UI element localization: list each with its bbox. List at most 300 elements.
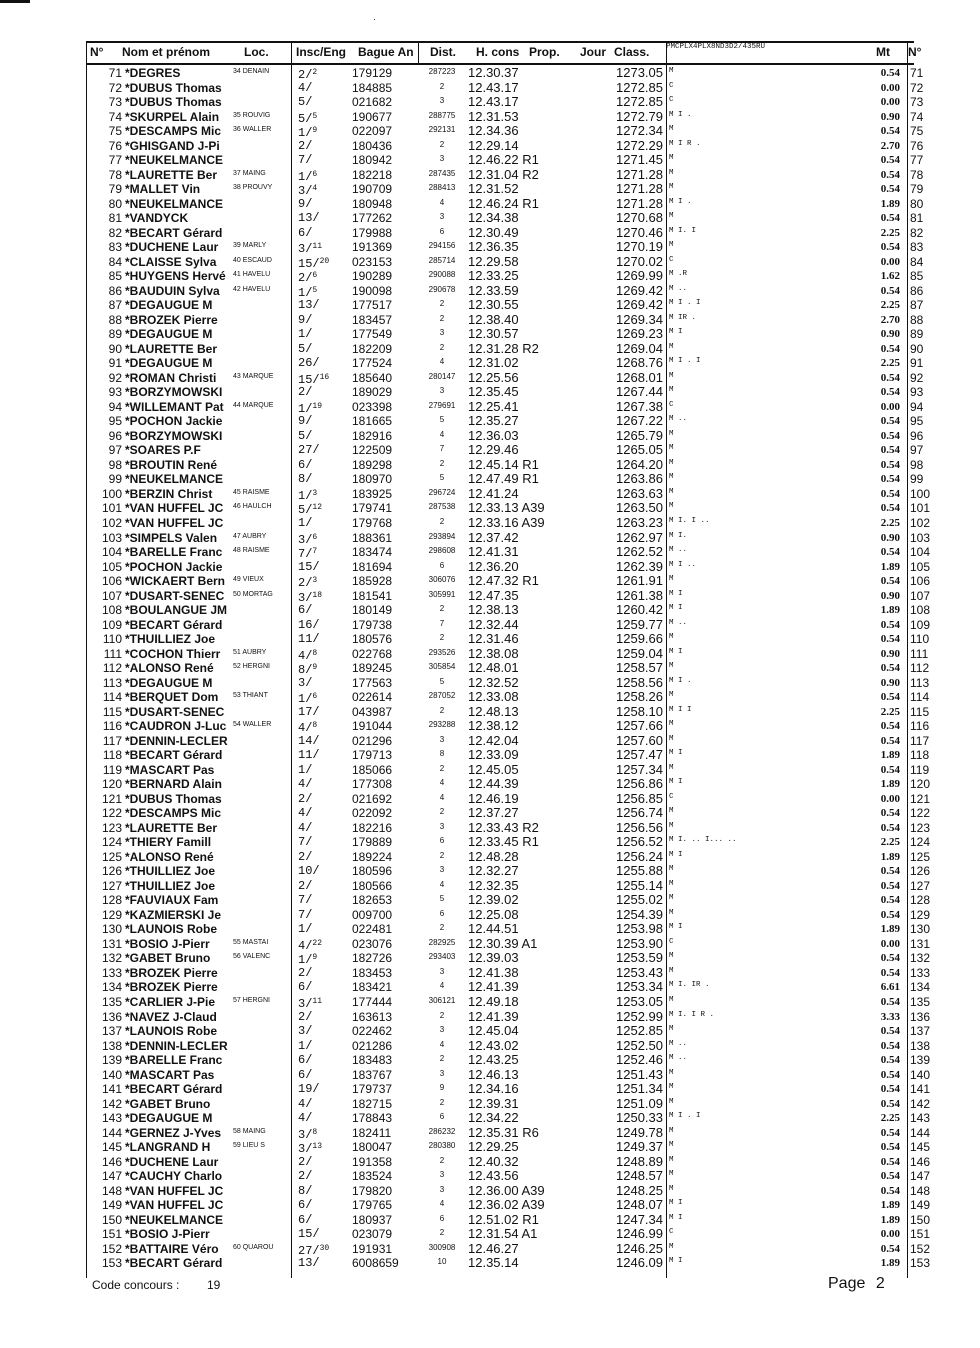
row-number: 95 [108,414,122,429]
header-jour: Jour [580,45,607,59]
category-flags: M [669,1141,674,1150]
arrival-time: 12.41.38 [468,964,519,980]
classification-score: 1251.43 [616,1066,663,1082]
insc-eng [298,603,346,618]
insc-eng [298,443,346,458]
insc-eng-count: 2/ [298,138,313,153]
table-row [0,603,980,618]
distance: 2 [439,1097,445,1107]
insc-eng [298,734,346,749]
amount: 0.90 [880,328,900,341]
classification-score: 1270.02 [616,253,663,269]
distance: 2 [439,458,445,468]
fancier-name: *DUSART-SENEC [125,588,225,603]
distance: 3 [439,865,445,875]
fancier-name: *ROMAN Christi [125,370,217,385]
category-flags: M [669,458,674,467]
distance: 306076 [428,575,456,585]
row-number-right: 127 [910,878,931,893]
arrival-time: 12.33.16 A39 [468,514,545,530]
insc-eng [298,95,346,110]
fancier-name: *LAUNOIS Robe [125,922,218,937]
fancier-name: *DUSART-SENEC [125,704,225,719]
distance: 6 [439,226,445,236]
ring-number: 180576 [352,632,393,647]
classification-score: 1257.66 [616,718,663,734]
table-row [0,443,980,458]
table-row [0,211,980,226]
row-number-right: 107 [910,588,931,603]
row-number-right: 102 [910,515,931,530]
insc-eng-count: 4/ [298,820,313,835]
fancier-name: *DENNIN-LECLER [125,733,228,748]
insc-eng [298,705,346,720]
row-number: 76 [108,138,122,153]
ring-number: 191931 [352,1241,393,1256]
row-number-right: 108 [910,603,931,618]
arrival-time: 12.39.02 [468,892,519,908]
fancier-name: *VAN HUFFEL JC [125,1198,224,1213]
row-number-right: 85 [910,269,924,284]
insc-eng [298,1082,346,1097]
insc-eng-count: 6/ [298,225,313,240]
row-number: 117 [102,733,122,748]
row-number-right: 117 [910,733,930,748]
ring-number: 021692 [352,791,393,806]
category-flags: M I . [669,110,692,119]
row-number: 145 [101,1140,122,1155]
ring-number: 023153 [352,254,393,269]
amount: 0.54 [880,821,900,834]
table-row [0,545,980,560]
ring-number: 179988 [352,225,393,240]
ring-number: 177563 [352,675,393,690]
arrival-time: 12.33.59 [468,282,519,298]
amount: 2.25 [880,357,900,370]
table-row [0,501,980,516]
row-number: 72 [108,80,122,95]
fancier-name: *SOARES P.F [125,443,201,458]
amount: 0.00 [880,255,900,268]
arrival-time: 12.43.02 [468,1037,519,1053]
arrival-time: 12.33.13 A39 [468,500,545,516]
distance: 2 [439,763,445,773]
insc-eng [298,1097,346,1112]
category-flags: M .R [669,270,688,279]
row-number-right: 72 [910,80,924,95]
category-flags: M I. IR . [669,981,710,990]
insc-eng [298,777,346,792]
fancier-name: *BOSIO J-Pierr [125,936,210,951]
insc-eng [298,806,346,821]
ring-number: 183767 [352,1067,393,1082]
ring-number: 189245 [352,661,393,676]
insc-eng-total: 20 [319,256,330,266]
category-flags: M [669,502,674,511]
insc-eng-total: 18 [312,590,323,600]
distance: 2 [439,705,445,715]
fancier-name: *LAUNOIS Robe [125,1024,218,1039]
classification-score: 1261.91 [616,573,663,589]
fancier-name: *DUBUS Thomas [125,791,222,806]
classification-score: 1253.90 [616,935,663,951]
row-number: 131 [101,936,122,951]
classification-score: 1253.59 [616,950,663,966]
ring-number: 191358 [352,1154,393,1169]
row-number-right: 147 [910,1169,931,1184]
insc-eng-count: 17/ [298,704,320,719]
row-number: 148 [101,1183,122,1198]
insc-eng-count: 6/ [298,1212,313,1227]
insc-eng-count: 1/ [298,126,313,141]
row-number: 99 [108,472,122,487]
arrival-time: 12.33.08 [468,689,519,705]
category-flags: M I [669,778,683,787]
classification-score: 1263.63 [616,485,663,501]
amount: 0.54 [880,487,900,500]
distance: 280380 [428,1141,456,1151]
insc-eng-count: 7/ [298,835,313,850]
insc-eng-count: 2/ [298,1154,313,1169]
row-number: 107 [101,588,122,603]
arrival-time: 12.31.28 R2 [468,340,539,356]
fancier-name: *FAUVIAUX Fam [125,893,219,908]
row-number-right: 145 [910,1140,931,1155]
classification-score: 1269.34 [616,311,663,327]
table-row [0,618,980,633]
insc-eng-count: 1/ [298,953,313,968]
table-row [0,487,980,502]
ring-number: 182715 [352,1096,393,1111]
table-row [0,182,980,197]
ring-number: 178843 [352,1111,393,1126]
row-number-right: 134 [910,980,931,995]
insc-eng-total: 16 [319,372,330,382]
insc-eng [298,414,346,429]
row-number-right: 122 [910,806,931,821]
arrival-time: 12.36.02 A39 [468,1197,545,1213]
table-row [0,560,980,575]
amount: 0.54 [880,720,900,733]
classification-score: 1269.99 [616,268,663,284]
distance: 3 [439,96,445,106]
row-number-right: 105 [910,559,931,574]
insc-eng [298,356,346,371]
ring-number: 183925 [352,486,393,501]
row-number: 111 [103,646,122,661]
amount: 0.54 [880,996,900,1008]
table-row [0,589,980,604]
classification-score: 1246.99 [616,1226,663,1242]
distance: 3 [439,1184,445,1194]
ring-number: 185928 [352,574,393,589]
insc-eng [298,458,346,473]
table-row [0,472,980,487]
row-number-right: 92 [910,370,924,385]
fancier-name: *BOSIO J-Pierr [125,1227,210,1242]
amount: 0.54 [880,168,900,181]
distance: 7 [439,444,445,454]
locality: 54 WALLER [233,721,272,729]
category-flags: C [669,1228,674,1237]
header-class: Class. [614,45,650,59]
table-row [0,937,980,952]
category-flags: M [669,473,674,482]
row-number: 116 [102,719,122,734]
classification-score: 1256.86 [616,776,663,792]
ring-number: 182411 [352,1125,392,1140]
insc-eng-total: 6 [312,692,318,702]
arrival-time: 12.30.57 [468,326,519,342]
insc-eng [298,1053,346,1068]
fancier-name: *CARLIER J-Pie [125,995,216,1009]
table-row [0,124,980,139]
arrival-time: 12.29.46 [468,442,519,458]
classification-score: 1248.07 [616,1197,663,1213]
fancier-name: *DUBUS Thomas [125,95,222,110]
classification-score: 1257.60 [616,732,663,748]
arrival-time: 12.38.08 [468,645,519,661]
amount: 2.70 [880,139,900,152]
amount: 0.54 [880,1054,900,1067]
classification-score: 1270.19 [616,239,663,255]
arrival-time: 12.48.01 [468,660,519,676]
insc-eng-count: 5/ [298,428,313,443]
distance: 5 [439,415,445,425]
ring-number: 190677 [352,109,393,124]
classification-score: 1265.79 [616,427,663,443]
insc-eng-total: 2 [312,68,318,77]
row-number: 86 [108,283,122,298]
ring-number: 179820 [352,1183,393,1198]
distance: 300908 [428,1242,456,1252]
ring-number: 022481 [352,922,393,937]
table-row [0,414,980,429]
row-number: 119 [102,762,122,777]
insc-eng-count: 7/ [298,907,313,922]
page-indicator [828,1275,885,1293]
insc-eng [298,618,346,633]
insc-eng-count: 2/ [298,68,313,82]
table-row [0,255,980,270]
insc-eng-count: 2/ [298,1169,313,1184]
classification-score: 1259.04 [616,645,663,661]
classification-score: 1262.39 [616,558,663,574]
insc-eng [298,835,346,850]
arrival-time: 12.43.17 [468,79,519,95]
arrival-time: 12.37.42 [468,529,519,545]
classification-score: 1272.29 [616,137,663,153]
insc-eng-count: 7/ [298,893,313,908]
classification-score: 1261.38 [616,587,663,603]
amount: 1.89 [880,604,900,617]
ring-number: 122509 [352,443,393,458]
row-number: 81 [108,211,122,226]
fancier-name: *BECART Gérard [125,225,223,240]
ring-number: 180047 [352,1140,393,1155]
category-flags: M I [669,1199,683,1208]
insc-eng-count: 4/ [298,80,313,95]
row-number: 82 [108,225,122,240]
arrival-time: 12.25.56 [468,369,519,385]
arrival-time: 12.38.13 [468,602,519,618]
arrival-time: 12.29.14 [468,137,519,153]
insc-eng [298,197,346,212]
distance: 2 [439,139,445,149]
row-number: 149 [101,1198,122,1213]
distance: 4 [439,879,445,889]
table-row [0,400,980,415]
fancier-name: *BARELLE Franc [125,545,223,560]
classification-score: 1270.46 [616,224,663,240]
row-number-right: 123 [910,820,931,835]
amount: 0.54 [880,458,900,471]
category-flags: M [669,386,674,395]
category-flags: M [669,371,674,380]
classification-score: 1264.20 [616,456,663,472]
arrival-time: 12.36.03 [468,427,519,443]
classification-score: 1258.57 [616,660,663,676]
header-loc: Loc. [244,45,269,59]
arrival-time: 12.33.25 [468,268,519,284]
row-number-right: 90 [910,341,924,356]
fancier-name: *DUBUS Thomas [125,80,222,95]
arrival-time: 12.25.08 [468,906,519,922]
arrival-time: 12.41.31 [468,544,519,560]
table-row [0,284,980,299]
category-flags: M [669,575,674,584]
arrival-time: 12.33.09 [468,747,519,763]
row-number: 97 [108,443,122,458]
category-flags: M [669,1184,674,1193]
row-number: 146 [101,1154,122,1169]
locality: 51 AUBRY [233,648,267,656]
category-flags: M .. [669,284,688,293]
table-row [0,719,980,734]
classification-score: 1247.34 [616,1211,663,1227]
amount: 0.54 [880,415,900,428]
table-row [0,1039,980,1054]
amount: 2.25 [880,836,900,849]
arrival-time: 12.36.00 A39 [468,1182,545,1198]
fancier-name: *NEUKELMANCE [125,196,224,211]
classification-score: 1249.37 [616,1139,663,1155]
fancier-name: *MASCART Pas [125,1067,215,1082]
amount: 0.90 [880,676,900,689]
classification-score: 1253.98 [616,921,663,937]
ring-number: 180948 [352,196,393,211]
row-number: 102 [101,515,122,530]
arrival-time: 12.48.13 [468,703,519,719]
fancier-name: *NEUKELMANCE [125,472,224,487]
insc-eng [298,763,346,778]
arrival-time: 12.29.25 [468,1139,519,1155]
amount: 0.54 [880,1097,900,1110]
ring-number: 181541 [352,588,393,603]
classification-score: 1258.56 [616,674,663,690]
category-flags: M [669,996,674,1004]
fancier-name: *BORZYMOWSKI [125,385,223,400]
classification-score: 1263.86 [616,471,663,487]
distance: 293526 [428,647,456,657]
insc-eng-total: 30 [319,1243,330,1253]
insc-eng-count: 15/ [298,559,320,574]
classification-score: 1253.05 [616,994,663,1009]
arrival-time: 12.35.27 [468,413,519,429]
insc-eng-count: 11/ [298,748,320,763]
classification-score: 1258.26 [616,689,663,705]
classification-score: 1251.34 [616,1081,663,1097]
insc-eng [298,864,346,879]
row-number: 90 [108,341,122,356]
classification-score: 1256.74 [616,805,663,821]
row-number: 100 [101,486,122,501]
arrival-time: 12.31.02 [468,355,519,371]
locality: 58 MAING [233,1127,266,1135]
table-row [0,1184,980,1199]
classification-score: 1248.57 [616,1168,663,1184]
fancier-name: *BECART Gérard [125,617,223,632]
fancier-name: *DEGAUGUE M [125,327,213,342]
fancier-name: *COCHON Thierr [125,646,221,661]
amount: 1.89 [880,1257,900,1270]
ring-number: 183474 [352,545,393,560]
arrival-time: 12.46.27 [468,1240,519,1256]
table-row [0,1082,980,1097]
row-number-right: 149 [910,1198,931,1213]
fancier-name: *SKURPEL Alain [125,109,220,124]
row-number-right: 120 [910,777,931,792]
arrival-time: 12.47.32 R1 [468,573,539,589]
table-row [0,371,980,386]
arrival-time: 12.45.05 [468,761,519,777]
category-flags: C [669,400,674,409]
classification-score: 1254.39 [616,906,663,922]
table-row [0,458,980,473]
locality: 41 HAVELU [233,271,271,279]
insc-eng-count: 15/ [298,1227,320,1242]
insc-eng-total: 9 [312,953,318,963]
fancier-name: *BECART Gérard [125,1082,223,1097]
row-number: 129 [101,907,122,922]
amount: 1.89 [880,749,900,762]
amount: 1.89 [880,778,900,791]
ring-number: 022768 [352,646,393,661]
insc-eng-count: 15/ [298,372,320,387]
fancier-name: *DEGAUGUE M [125,675,213,690]
table-row [0,168,980,183]
insc-eng-count: 3/ [298,997,313,1011]
category-flags: M [669,952,674,961]
locality: 57 HERGNI [233,997,270,1004]
table-row [0,342,980,357]
category-flags: M I [669,1213,683,1222]
row-number: 113 [102,675,122,690]
amount: 0.54 [880,502,900,515]
category-flags: M [669,734,674,743]
category-flags: M I [669,749,683,758]
row-number-right: 113 [910,675,930,690]
category-flags: M [669,1242,674,1251]
category-flags: M [669,1068,674,1077]
category-flags: M I. I .. [669,516,710,525]
distance: 290088 [428,270,456,280]
row-number-right: 128 [910,893,931,908]
amount: 0.54 [880,241,900,254]
insc-eng-count: 4/ [298,648,313,663]
fancier-name: *BERQUET Dom [125,690,219,705]
classification-score: 1253.43 [616,964,663,980]
